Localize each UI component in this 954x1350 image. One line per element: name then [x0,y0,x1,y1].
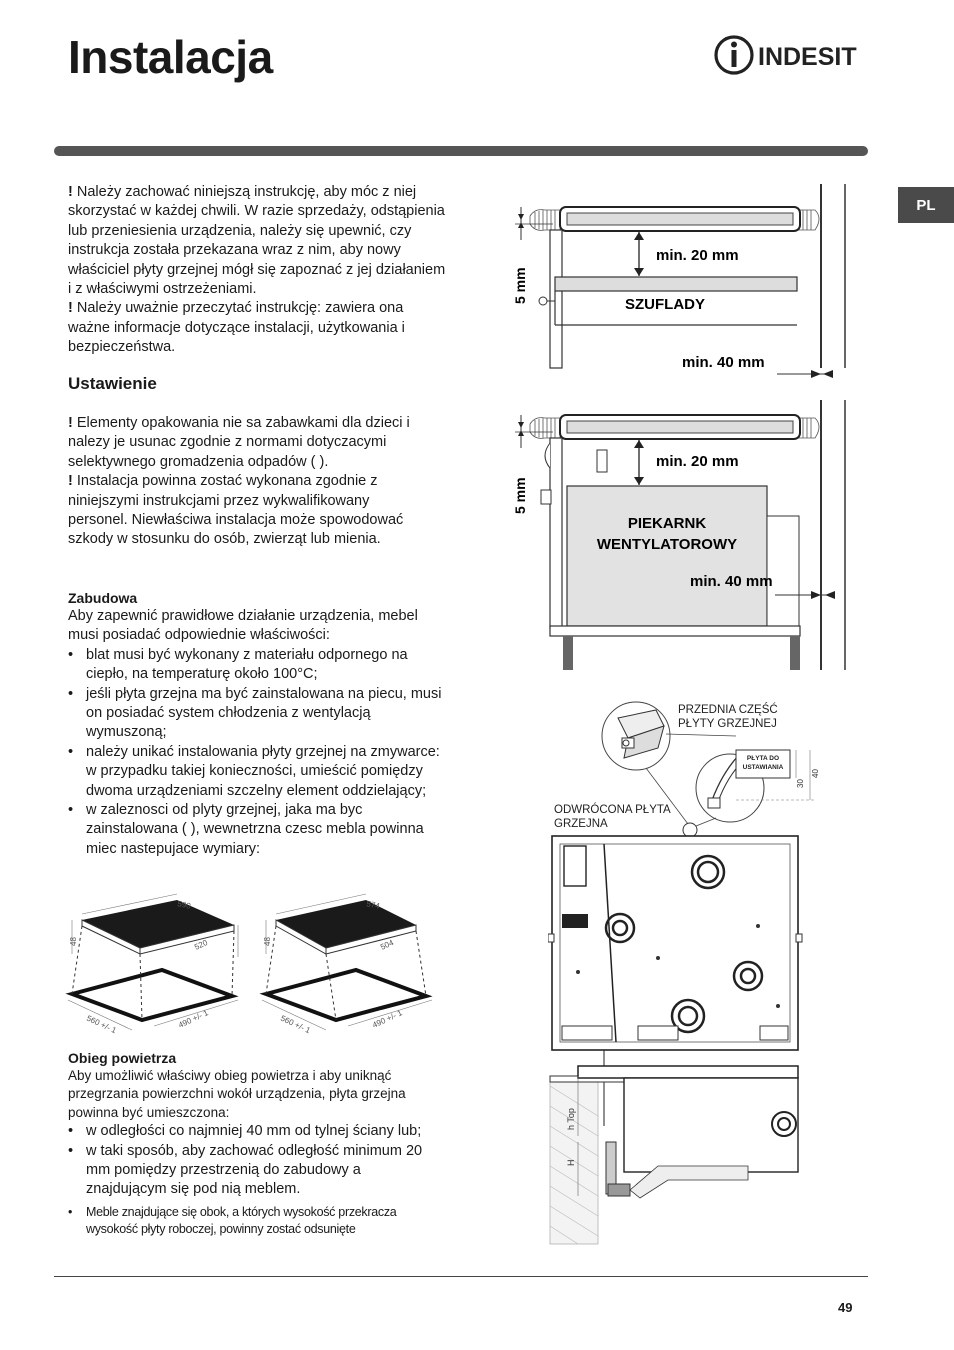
page-number: 49 [838,1300,853,1315]
dim-cut-depth: 490 +/- 1 [177,1008,210,1030]
front-label-line-2: PŁYTY GRZEJNEJ [678,718,777,730]
page-title: Instalacja [68,31,273,83]
built-in-heading: Zabudowa [68,590,138,606]
list-item: • należy unikać instalowania płyty grzejnej na zmywarce: w przypadku takiej konieczności, umieścić pomiędzy dwoma urządzeniami szczelny element oddzielający; [68,743,448,801]
placement-section [68,414,432,550]
placement-paragraph-2: ! Instalacja powinna zostać wykonana zgodnie z niniejszymi instrukcjami przez wykwalifikowany personel. Niewłaściwa instalacja może spowodować szkody w stosunku do osób, zwierząt lub mienia. [68,473,404,548]
dim-30: 30 [796,779,805,788]
oven-label-line-2: WENTYLATOROWY [596,536,738,553]
dim-height: 48 [69,937,78,946]
airflow-list [68,1122,440,1200]
bracket-mounting-diagram [548,696,838,1248]
list-item: • w taki sposób, aby zachować odległość minimum 20 mm pomiędzy przestrzenią do zabudowy a znajdującym się pod nią meblem. [68,1142,440,1200]
setting-plate-label-1: PŁYTA DO [746,755,780,762]
placement-heading: Ustawienie [68,374,157,393]
h-label: H [566,1159,576,1166]
side-gap-label: 5 mm [512,477,528,514]
side-gap-label: 5 mm [512,267,528,304]
dim-side: 520 [193,938,209,952]
built-in-intro: Aby zapewnić prawidłowe działanie urządzenia, mebel musi posiadać odpowiednie właściwości: [68,608,418,644]
airflow-intro: Aby umożliwić właściwy obieg powietrza i aby uniknąć przegrzania powierzchni wokół urządzenia, płyta grzejna powinna być umieszczona: [68,1068,406,1120]
rear-gap-label: min. 40 mm [682,354,765,371]
dim-40: 40 [811,769,820,778]
list-item: • w zaleznosci od plyty grzejnej, jaka ma byc zainstalowana ( ), wewnetrzna czesc mebla powinna miec nastepujace wymiary: [68,801,448,859]
list-item: • Meble znajdujące się obok, a których wysokość przekracza wysokość płyty roboczej, powinny zostać odsunięte [68,1204,440,1238]
intro-paragraph-1: ! Należy zachować niniejszą instrukcję, aby móc z niej skorzystać w każdej chwili. W razie sprzedaży, odstąpienia lub przeniesienia urządzenia, należy się upewnić, czy instrukcja została przekazana wraz z nim, aby nowy właściciel płyty grzejnej mógł się zapoznać z jej działaniem i z właściwymi ostrzeżeniami. [68,184,446,298]
oven-clearance-diagram [505,398,850,673]
dim-top: 590 [176,899,192,911]
airflow-heading: Obieg powietrza [68,1050,177,1066]
warning-mark: ! [68,184,73,200]
inverted-hob-label-2: GRZEJNA [554,818,608,830]
list-item: • blat musi być wykonany z materiału odpornego na ciepło, na temperaturę około 100°C; [68,646,448,685]
warning-mark: ! [68,473,73,490]
indesit-logo [714,34,874,76]
airflow-note-list [68,1204,440,1238]
built-in-section [68,607,448,859]
drawers-clearance-diagram [505,180,850,390]
airflow-section [68,1067,440,1238]
setting-plate-label-2: USTAWIANIA [742,764,784,771]
intro-section [68,183,448,358]
intro-paragraph-2: ! Należy uważnie przeczytać instrukcję: zawiera ona ważne informacje dotyczące instalacji, użytkowania i bezpieczeństwa. [68,300,405,356]
dim-cut-width: 560 +/- 1 [85,1013,118,1036]
built-in-list [68,646,448,859]
dim-top: 574 [365,899,381,911]
dim-side: 504 [379,938,395,952]
gap-label: min. 20 mm [656,453,739,470]
warning-mark: ! [68,415,73,431]
h-top-label: h Top [566,1108,576,1130]
gap-label: min. 20 mm [656,247,739,264]
cutout-diagram-1 [68,894,238,1035]
warning-mark: ! [68,300,73,317]
list-item: • jeśli płyta grzejna ma być zainstalowana na piecu, musi on posiadać system chłodzenia z wentylacją wymuszoną; [68,685,448,743]
front-label-line-1: PRZEDNIA CZĘŚĆ [678,704,778,716]
inverted-hob-label-1: ODWRÓCONA PŁYTA [554,804,671,816]
dim-cut-depth: 490 +/- 1 [371,1008,404,1030]
cutout-diagram-2 [262,894,432,1035]
footer-rule [54,1276,868,1277]
oven-label-line-1: PIEKARNK [627,515,707,532]
dim-cut-width: 560 +/- 1 [279,1013,312,1036]
header-rule [54,146,868,156]
dim-height: 48 [263,937,272,946]
language-tab: PL [898,187,954,223]
brand-text: INDESIT [758,43,857,71]
drawers-label: SZUFLADY [625,296,705,313]
placement-paragraph-1: ! Elementy opakowania nie sa zabawkami dla dzieci i nalezy je usunac zgodnie z normami dotyczacymi selektywnego gromadzenia odpadów ( ). [68,415,410,470]
rear-gap-label: min. 40 mm [690,573,773,590]
cutout-diagrams [62,892,462,1042]
list-item: • w odległości co najmniej 40 mm od tylnej ściany lub; [68,1122,440,1141]
